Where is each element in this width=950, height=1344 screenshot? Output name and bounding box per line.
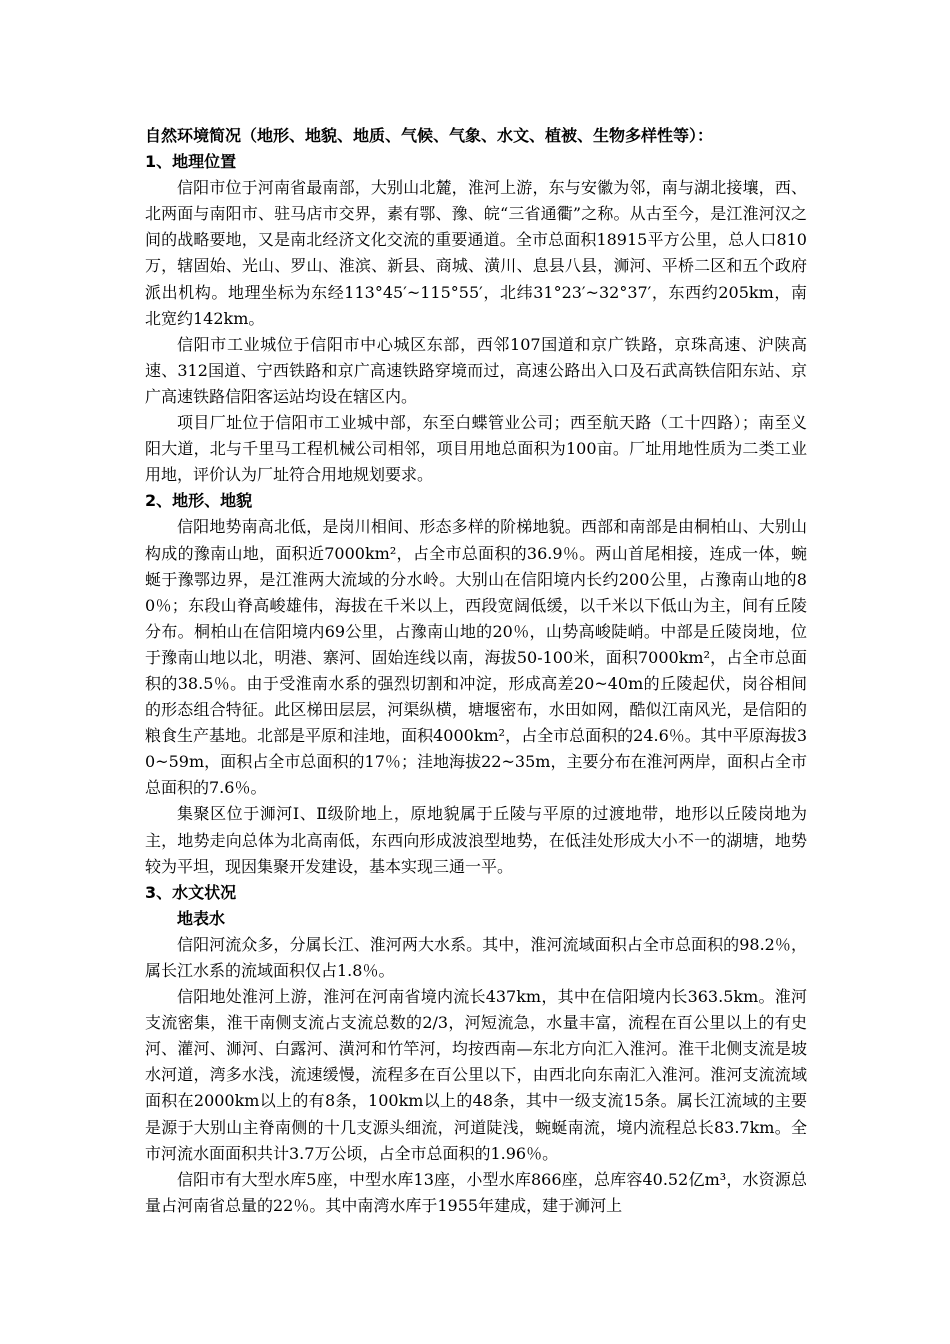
subheading-surface-water: 地表水 (177, 908, 226, 928)
section-heading-terrain: 2、地形、地貌 (145, 491, 253, 511)
paragraph: 集聚区位于浉河Ⅰ、Ⅱ级阶地上，原地貌属于丘陵与平原的过渡地带，地形以丘陵岗地为主，地势走向总体为北高南低，东西向形成波浪型地势，在低洼处形成大小不一的湖塘，地势较为平坦，现因集聚开发建设，基本实现三通一平。 (145, 804, 807, 876)
section-heading-location: 1、地理位置 (145, 152, 237, 172)
paragraph: 信阳市位于河南省最南部，大别山北麓，淮河上游，东与安徽为邻，南与湖北接壤，西、北两面与南阳市、驻马店市交界，素有鄂、豫、皖“三省通衢”之称。从古至今，是江淮河汉之间的战略要地，又是南北经济文化交流的重要通道。全市总面积18915平方公里，总人口810万，辖固始、光山、罗山、淮滨、新县、商城、潢川、息县八县，浉河、平桥二区和五个政府派出机构。地理坐标为东经113°45′~115°55′，北纬31°23′~32°37′，东西约205km，南北宽约142km。 (145, 178, 807, 328)
paragraph: 信阳地处淮河上游，淮河在河南省境内流长437km，其中在信阳境内长363.5km。淮河支流密集，淮干南侧支流占支流总数的2/3，河短流急，水量丰富，流程在百公里以上的有史河、灌河、浉河、白露河、潢河和竹竿河，均按西南—东北方向汇入淮河。淮干北侧支流是坡水河道，湾多水浅，流速缓慢，流程多在百公里以下，由西北向东南汇入淮河。淮河支流流域面积在2000km以上的有8条，100km以上的48条，其中一级支流15条。属长江流域的主要是源于大别山主脊南侧的十几支源头细流，河道陡浅，蜿蜒南流，境内流程总长83.7km。全市河流水面面积共计3.7万公顷，占全市总面积的1.96％。 (145, 987, 807, 1163)
section-heading-hydrology: 3、水文状况 (145, 882, 237, 902)
paragraph: 信阳地势南高北低，是岗川相间、形态多样的阶梯地貌。西部和南部是由桐柏山、大别山构成的豫南山地，面积近7000km²，占全市总面积的36.9％。两山首尾相接，连成一体，蜿蜒于豫鄂边界，是江淮两大流域的分水岭。大别山在信阳境内长约200公里，占豫南山地的80％；东段山脊高峻雄伟，海拔在千米以上，西段宽阔低缓，以千米以下低山为主，间有丘陵分布。桐柏山在信阳境内69公里，占豫南山地的20％，山势高峻陡峭。中部是丘陵岗地，位于豫南山地以北，明港、寨河、固始连线以南，海拔50-100米，面积7000km²，占全市总面积的38.5％。由于受淮南水系的强烈切割和冲淀，形成高差20~40m的丘陵起伏，岗谷相间的形态组合特征。此区梯田层层，河渠纵横，塘堰密布，水田如网，酷似江南风光，是信阳的粮食生产基地。北部是平原和洼地，面积4000km²，占全市总面积的24.6％。其中平原海拔30~59m，面积占全市总面积的17％；洼地海拔22~35m，主要分布在淮河两岸，面积占全市总面积的7.6％。 (145, 517, 807, 798)
document-title: 自然环境简况（地形、地貌、地质、气候、气象、水文、植被、生物多样性等）： (145, 126, 714, 145)
paragraph: 信阳市工业城位于信阳市中心城区东部，西邻107国道和京广铁路，京珠高速、沪陕高速、312国道、宁西铁路和京广高速铁路穿境而过，高速公路出入口及石武高铁信阳东站、京广高速铁路信阳客运站均设在辖区内。 (145, 334, 807, 406)
paragraph: 信阳市有大型水库5座，中型水库13座，小型水库866座，总库容40.52亿m³，水资源总量占河南省总量的22％。其中南湾水库于1955年建成，建于浉河上 (145, 1169, 807, 1215)
document-page (145, 123, 807, 1219)
paragraph: 项目厂址位于信阳市工业城中部，东至白蝶管业公司；西至航天路（工十四路）；南至义阳大道，北与千里马工程机械公司相邻，项目用地总面积为100亩。厂址用地性质为二类工业用地，评价认为厂址符合用地规划要求。 (145, 413, 807, 485)
paragraph: 信阳河流众多，分属长江、淮河两大水系。其中，淮河流域面积占全市总面积的98.2％，属长江水系的流域面积仅占1.8％。 (145, 934, 807, 980)
